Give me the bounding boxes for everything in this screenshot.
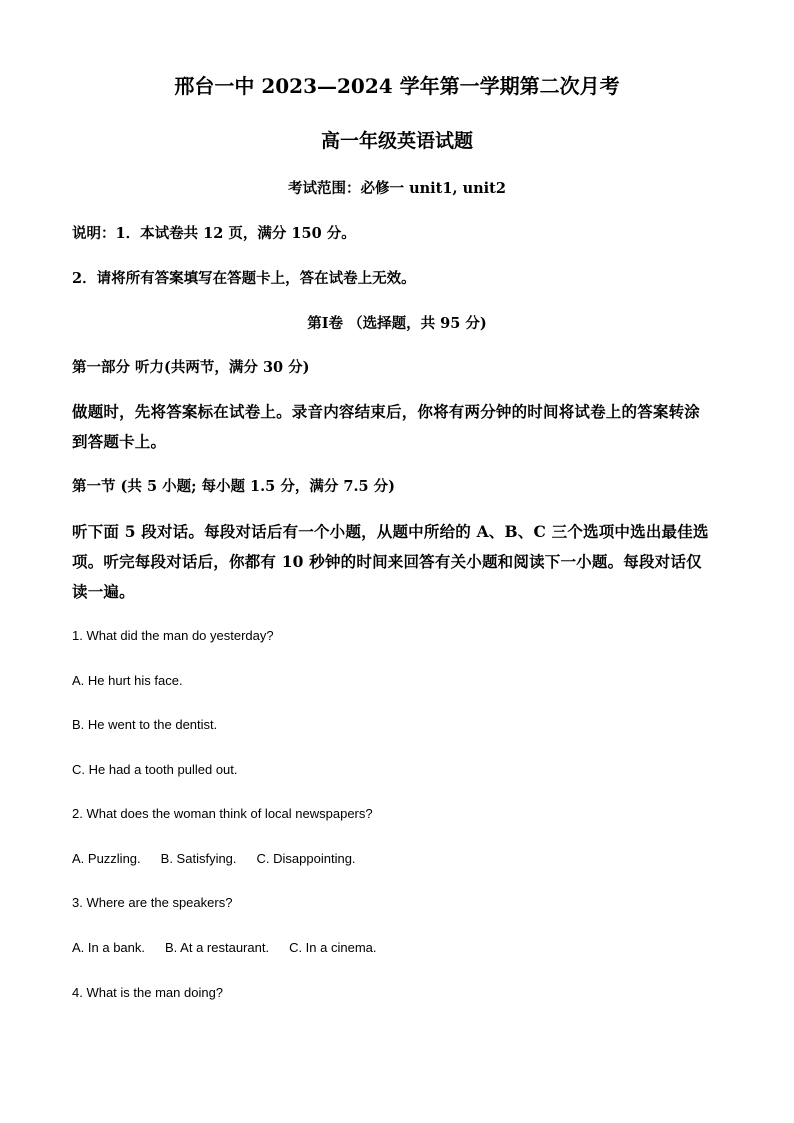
question-2-option-a: A. Puzzling.: [72, 851, 141, 866]
part1-instruction-line2: 到答题卡上。: [72, 432, 167, 451]
section1-heading: 第一节 (共 5 小题; 每小题 1.5 分，满分 7.5 分): [72, 478, 395, 495]
note-2: 2．请将所有答案填写在答题卡上，答在试卷上无效。: [72, 270, 416, 287]
question-3-options: [72, 940, 722, 955]
question-4-stem: 4. What is the man doing?: [72, 985, 224, 1000]
question-1-option-a: A. He hurt his face.: [72, 673, 183, 688]
section1-instruction-line3: 读一遍。: [72, 582, 135, 601]
exam-title: 邢台一中 2023—2024 学年第一学期第二次月考: [174, 74, 620, 98]
exam-scope: 考试范围：必修一 unit1, unit2: [288, 180, 506, 197]
question-1-option-c: C. He had a tooth pulled out.: [72, 762, 238, 777]
question-1-option-b: B. He went to the dentist.: [72, 717, 218, 732]
note-1: 说明：1．本试卷共 12 页，满分 150 分。: [72, 225, 356, 242]
question-3-option-a: A. In a bank.: [72, 940, 145, 955]
question-2-stem: 2. What does the woman think of local newspapers?: [72, 806, 373, 821]
part1-heading: 第一部分 听力(共两节，满分 30 分): [72, 359, 310, 376]
part1-instruction-line1: 做题时，先将答案标在试卷上。录音内容结束后，你将有两分钟的时间将试卷上的答案转涂: [72, 402, 701, 421]
question-2-option-c: C. Disappointing.: [256, 851, 356, 866]
section1-instruction-line2: 项。听完每段对话后，你都有 10 秒钟的时间来回答有关小题和阅读下一小题。每段对话仅: [72, 552, 702, 571]
question-3-option-b: B. At a restaurant.: [165, 940, 270, 955]
question-2-option-b: B. Satisfying.: [160, 851, 237, 866]
volume-heading: 第Ⅰ卷 （选择题，共 95 分): [307, 315, 487, 332]
exam-subtitle: 高一年级英语试题: [320, 130, 473, 152]
question-1-stem: 1. What did the man do yesterday?: [72, 628, 274, 643]
question-2-options: [72, 851, 722, 866]
question-3-option-c: C. In a cinema.: [289, 940, 377, 955]
section1-instruction-line1: 听下面 5 段对话。每段对话后有一个小题，从题中所给的 A、B、C 三个选项中选出最佳选: [72, 522, 709, 541]
question-3-stem: 3. Where are the speakers?: [72, 895, 233, 910]
